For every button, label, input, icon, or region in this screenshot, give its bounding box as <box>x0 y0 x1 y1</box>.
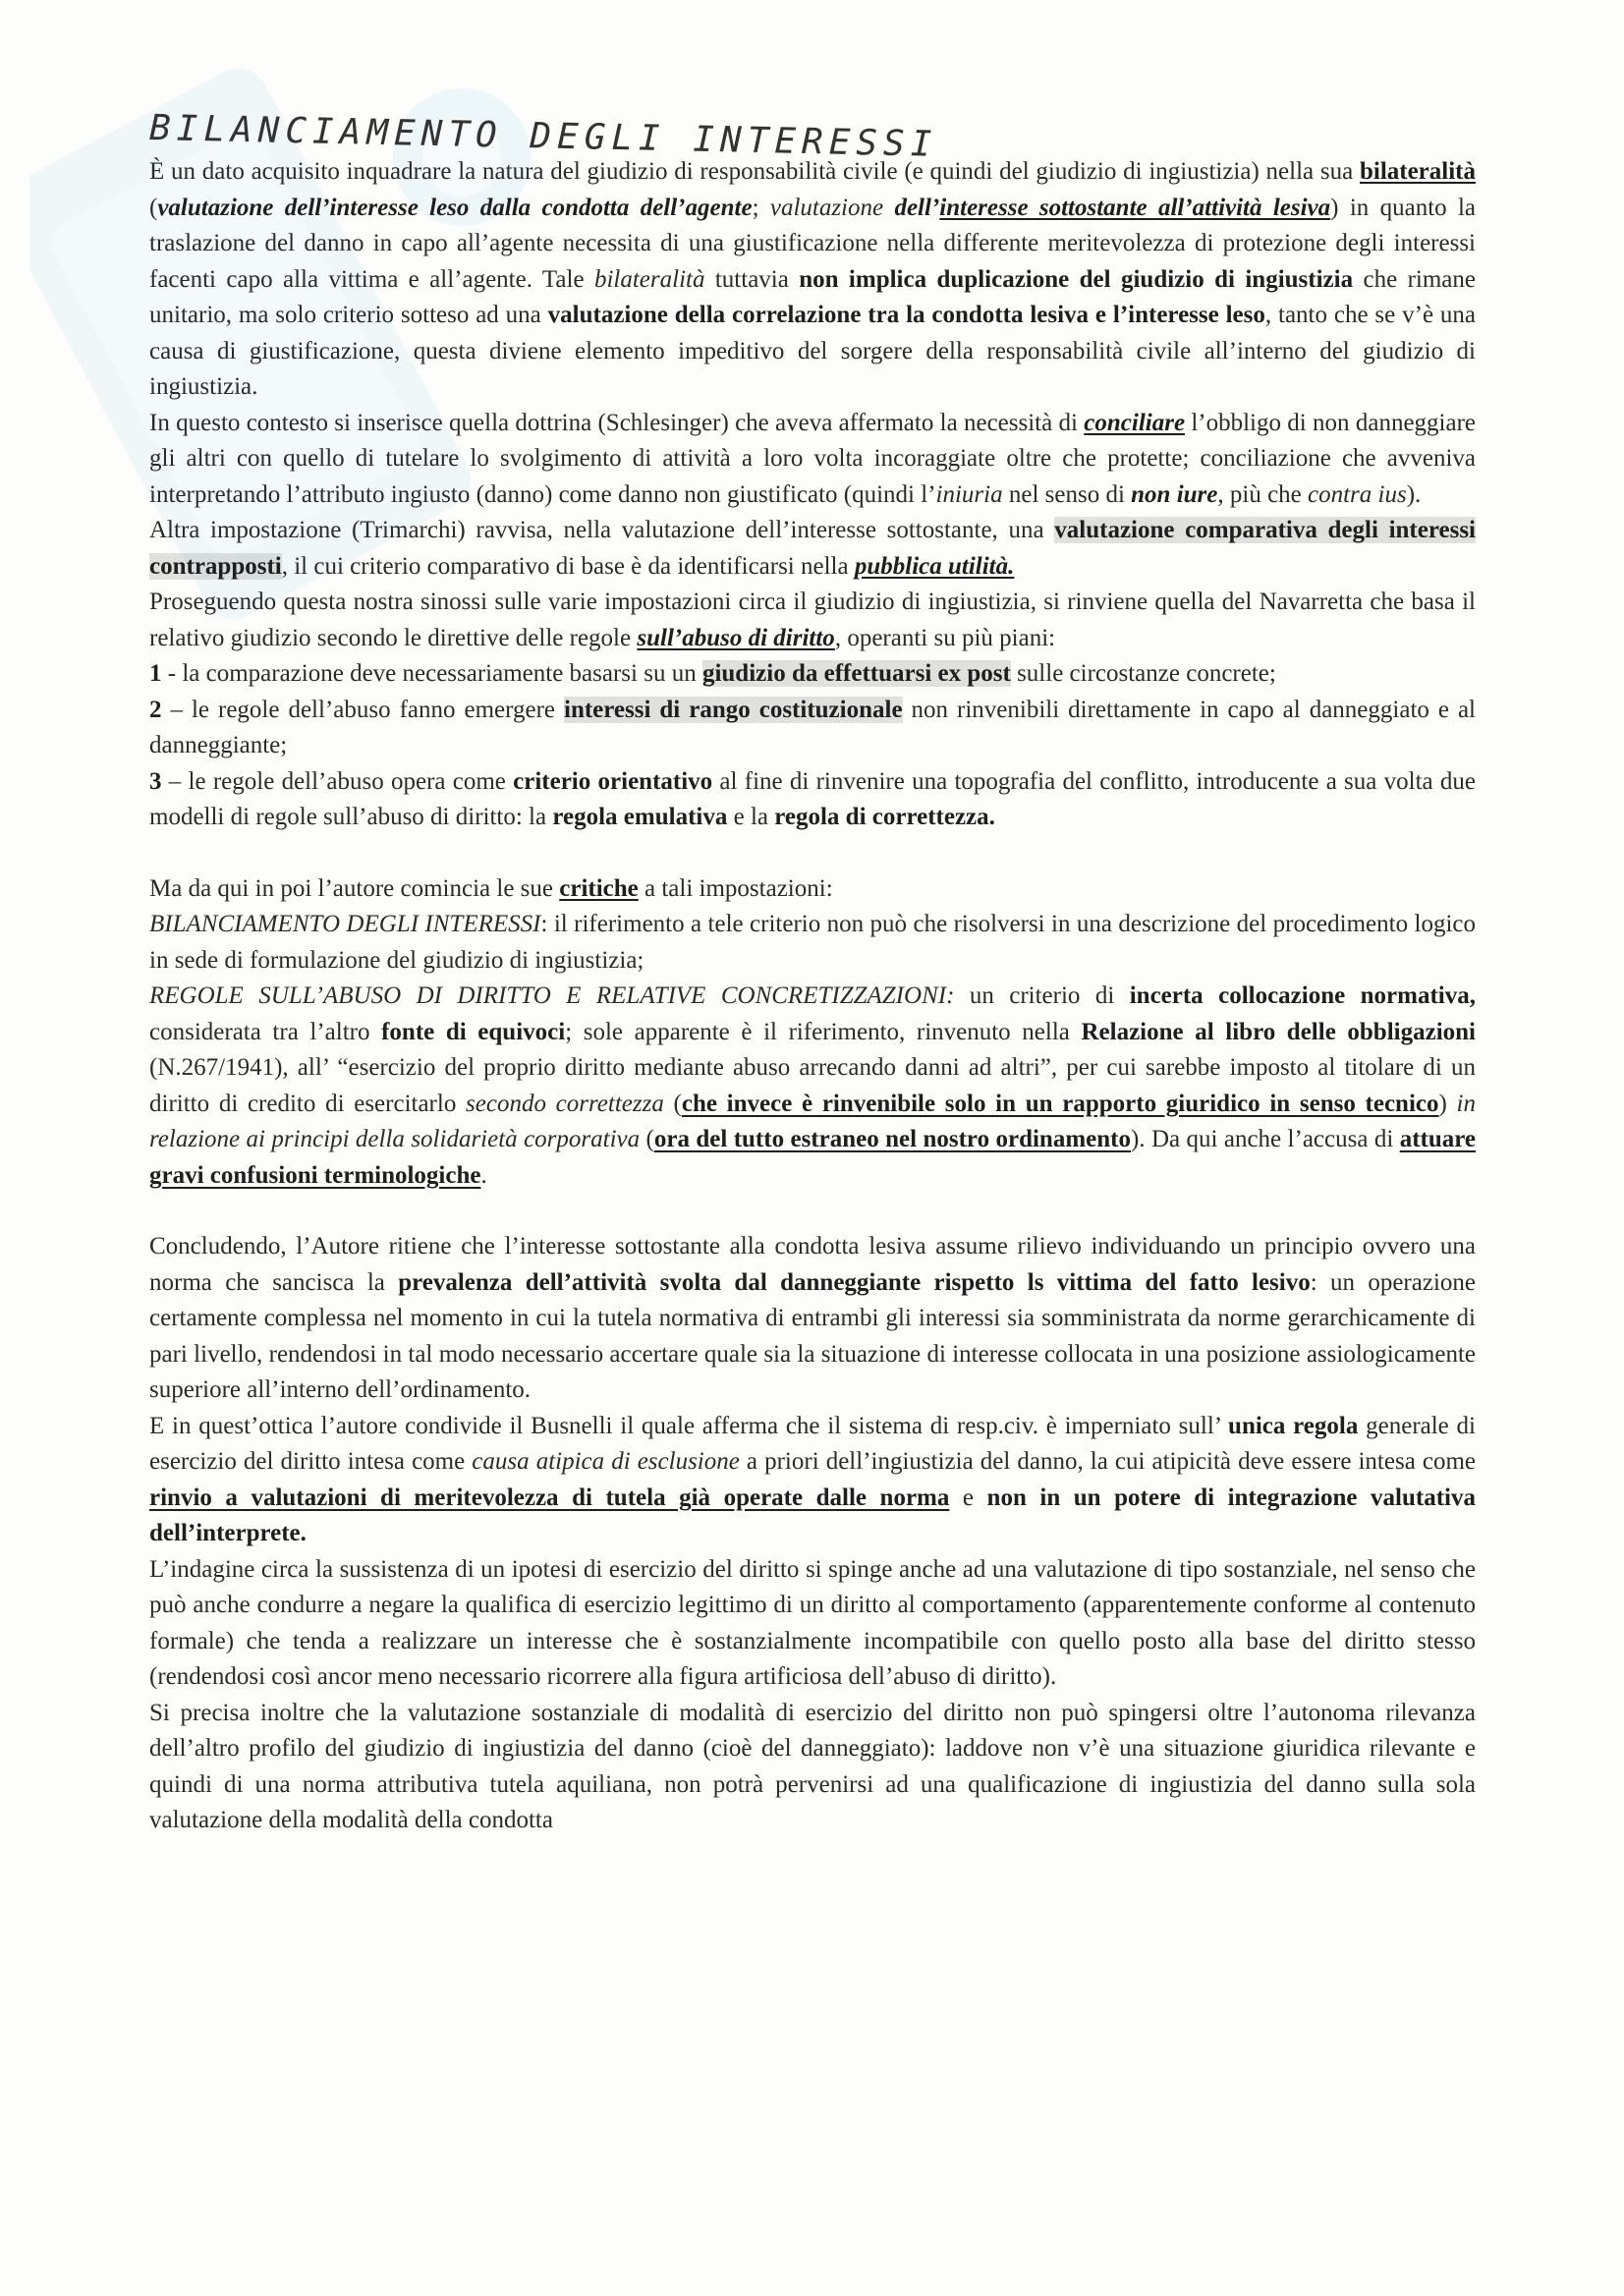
paragraph-9: E in quest’ottica l’autore condivide il Busnelli il quale afferma che il sistema di resp.civ. è imperniato sull’ unica regola generale di esercizio del diritto intesa come causa atipica di esclusione a priori dell’ingiustizia del danno, la cui atipicità deve essere intesa come rinvio a valutazioni di meritevolezza di tutela già operate dalle norma e non in un potere di integrazione valutativa dell’interprete. <box>149 1412 1477 1546</box>
document-page <box>149 108 1476 1839</box>
paragraph-6: BILANCIAMENTO DEGLI INTERESSI: il riferimento a tele criterio non può che risolversi in una descrizione del procedimento logico in sede di formulazione del giudizio di ingiustizia; <box>149 911 1476 974</box>
paragraph-1: È un dato acquisito inquadrare la natura del giudizio di responsabilità civile (e quindi del giudizio di ingiustizia) nella sua bilateralità (valutazione dell’interesse leso dalla condotta dell’agente; valutazione dell’interesse sottostante all’attività lesiva) in quanto la traslazione del danno in capo all’agente necessita di una giustificazione nella differente meritevolezza di protezione degli interessi facenti capo alla vittima e all’agente. Tale bilateralità tuttavia non implica duplicazione del giudizio di ingiustizia che rimane unitario, ma solo criterio sotteso ad una valutazione della correlazione tra la condotta lesiva e l’interesse leso, tanto che se v’è una causa di giustificazione, questa diviene elemento impeditivo del sorgere della responsabilità civile all’interno del giudizio di ingiustizia. <box>149 158 1477 400</box>
paragraph-4: Proseguendo questa nostra sinossi sulle varie impostazioni circa il giudizio di ingiustizia, si rinviene quella del Navarretta che basa il relativo giudizio secondo le direttive delle regole sull’abuso di diritto, operanti su più piani: <box>149 588 1476 651</box>
paragraph-8: Concludendo, l’Autore ritiene che l’interesse sottostante alla condotta lesiva assume rilievo individuando un principio ovvero una norma che sancisca la prevalenza dell’attività svolta dal danneggiante rispetto ls vittima del fatto lesivo: un operazione certamente complessa nel momento in cui la tutela normativa di entrambi gli interessi sia somministrata da norme gerarchicamente di pari livello, rendendosi in tal modo necessario accertare quale sia la situazione di interesse collocata in una posizione assiologicamente superiore all’interno dell’ordinamento. <box>149 1233 1476 1403</box>
paragraph-3: Altra impostazione (Trimarchi) ravvisa, nella valutazione dell’interesse sottostante, una valutazione comparativa degli interessi contrapposti, il cui criterio comparativo di base è da identificarsi nella pubblica utilità. <box>149 517 1477 580</box>
paragraph-2: In questo contesto si inserisce quella dottrina (Schlesinger) che aveva affermato la necessità di conciliare l’obbligo di non danneggiare gli altri con quello di tutelare lo svolgimento di attività a loro volta incoraggiate oltre che protette; conciliazione che avveniva interpretando l’attributo ingiusto (danno) come danno non giustificato (quindi l’iniuria nel senso di non iure, più che contra ius). <box>149 409 1477 508</box>
list-item-3: 3 – le regole dell’abuso opera come criterio orientativo al fine di rinvenire una topografia del conflitto, introducente a sua volta due modelli di regole sull’abuso di diritto: la regola emulativa e la regola di correttezza. <box>149 767 1476 830</box>
paragraph-7: REGOLE SULL’ABUSO DI DIRITTO E RELATIVE CONCRETIZZAZIONI: un criterio di incerta collocazione normativa, considerata tra l’altro fonte di equivoci; sole apparente è il riferimento, rinvenuto nella Relazione al libro delle obbligazioni (N.267/1941), all’ “esercizio del proprio diritto mediante abuso arrecando danni ad altri”, per cui sarebbe imposto al titolare di un diritto di credito di esercitarlo secondo correttezza (che invece è rinvenibile solo in un rapporto giuridico in senso tecnico) in relazione ai principi della solidarietà corporativa (ora del tutto estraneo nel nostro ordinamento). Da qui anche l’accusa di attuare gravi confusioni terminologiche. <box>149 982 1476 1189</box>
page-title: BILANCIAMENTO DEGLI INTERESSI <box>148 108 938 165</box>
paragraph-11: Si precisa inoltre che la valutazione sostanziale di modalità di esercizio del diritto non può spingersi oltre l’autonoma rilevanza dell’altro profilo del giudizio di ingiustizia del danno (cioè del danneggiato): laddove non v’è una situazione giuridica rilevante e quindi di una norma attributiva tutela aquiliana, non potrà pervenirsi ad una qualificazione di ingiustizia del danno sulla sola valutazione della modalità della condotta <box>149 1699 1476 1833</box>
list-item-1: 1 - la comparazione deve necessariamente basarsi su un giudizio da effettuarsi ex post sulle circostanze concrete; <box>149 660 1276 687</box>
paragraph-5: Ma da qui in poi l’autore comincia le sue critiche a tali impostazioni: <box>149 874 833 902</box>
paragraph-10: L’indagine circa la sussistenza di un ipotesi di esercizio del diritto si spinge anche ad una valutazione di tipo sostanziale, nel senso che può anche condurre a negare la qualifica di esercizio legittimo di un diritto al comportamento (apparentemente conforme al contenuto formale) che tenda a realizzare un interesse che è sostanzialmente incompatibile con quello posto alla base del diritto stesso (rendendosi così ancor meno necessario ricorrere alla figura artificiosa dell’abuso di diritto). <box>149 1555 1476 1690</box>
list-item-2: 2 – le regole dell’abuso fanno emergere interessi di rango costituzionale non rinvenibili direttamente in capo al danneggiato e al danneggiante; <box>149 696 1477 758</box>
